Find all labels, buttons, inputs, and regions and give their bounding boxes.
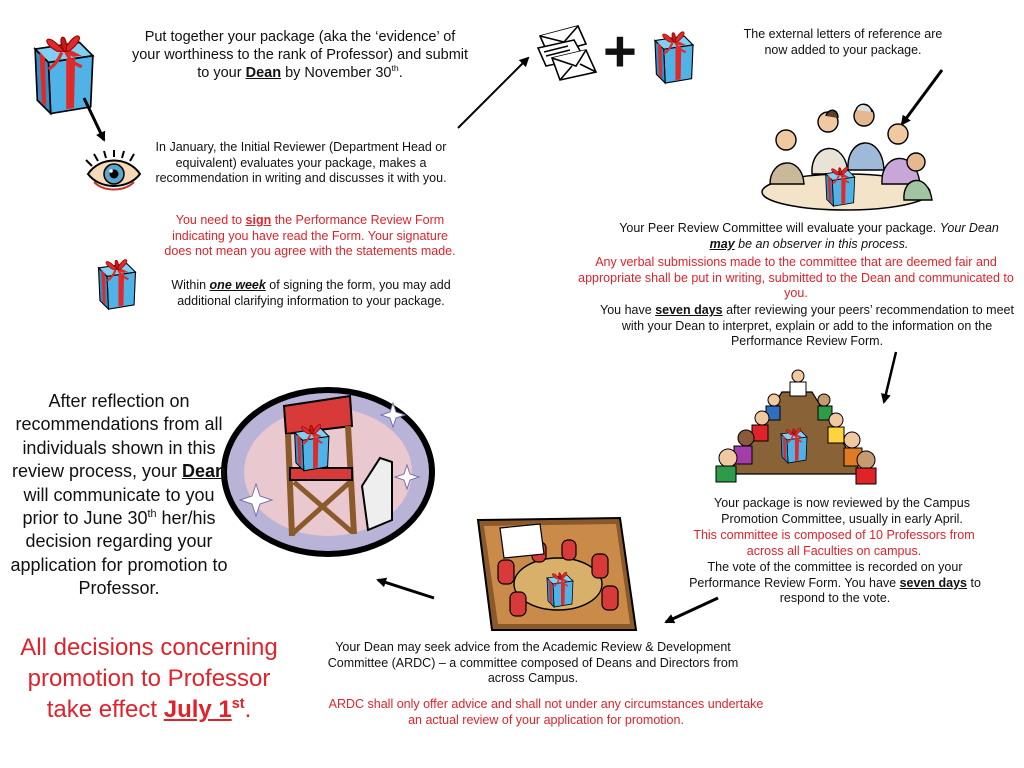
eye-icon (84, 150, 144, 196)
step5-text: Your package is now reviewed by the Campus Promotion Committee, usually in early April. (714, 496, 970, 526)
gift-box-icon (84, 248, 150, 312)
step2-text: In January, the Initial Reviewer (Department Head or equivalent) evaluates your package, makes a recommendation in writing and discusses it with you. (155, 140, 447, 186)
step6-text: Your Dean may seek advice from the Academic Review & Development Committee (ARDC) – a committee composed of Deans and Directors from across Campus. (327, 640, 739, 686)
meeting-people-icon (756, 100, 932, 216)
step7-text: After reflection on recommendations from all individuals shown in this review process, your Dean will communicate to you prior to June 30th her/his decision regarding your application for promotion to Professor. (10, 391, 228, 599)
step4-text: Your Peer Review Committee will evaluate your package. Your Dean may be an observer in this process. (619, 221, 999, 251)
plus-icon: + (603, 19, 637, 84)
step4-verbal-note: Any verbal submissions made to the committee that are deemed fair and appropriate shall be put in writing, submitted to the Dean and communicated to you. (578, 255, 1014, 301)
step6-ardc-note: ARDC shall only offer advice and shall not under any circumstances undertake an actual review of your application for promotion. (328, 697, 764, 727)
step3-text: The external letters of reference are now added to your package. (743, 27, 943, 57)
step1-text: Put together your package (aka the ‘evidence’ of your worthiness to the rank of Professor) and submit to your Dean by November 30th. (131, 29, 469, 82)
director-chair-icon (222, 386, 434, 556)
gift-box-icon (646, 20, 702, 86)
conference-room-icon (470, 514, 640, 632)
final-statement: All decisions concerning promotion to Professor take effect July 1st. (20, 634, 278, 724)
step2-sign-note: You need to sign the Performance Review Form indicating you have read the Form. Your signature does not mean you agree with the statements made. (164, 213, 456, 259)
step2-week-note: Within one week of signing the form, you may add additional clarifying information to your package. (171, 278, 451, 308)
step5-vote-note: The vote of the committee is recorded on your Performance Review Form. You have seven days to respond to the vote. (689, 560, 981, 606)
step4-seven-days-note: You have seven days after reviewing your peers’ recommendation to meet with your Dean to interpret, explain or add to the information on the Performance Review Form. (600, 303, 1014, 349)
board-table-icon (712, 366, 878, 484)
envelopes-icon (534, 22, 604, 82)
step5-composition-note: This committee is composed of 10 Professors from across all Faculties on campus. (693, 528, 975, 558)
